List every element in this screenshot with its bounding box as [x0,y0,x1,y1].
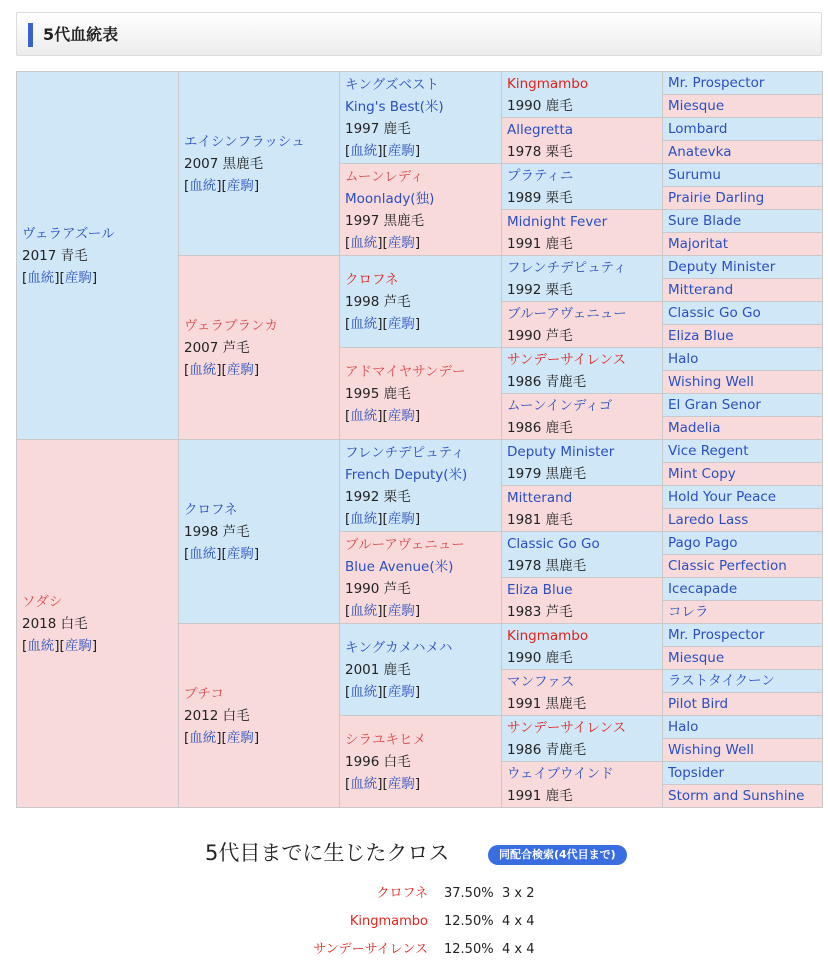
horse-name[interactable]: Icecapade [668,581,738,597]
horse-info: 1978 黒鹿毛 [507,557,587,574]
horse-name[interactable]: キングズベスト [345,76,439,93]
gen5-cell [663,578,823,601]
gen4-cell [502,164,663,210]
bloodline-link[interactable]: 血統 [27,269,55,286]
bloodline-link[interactable]: 血統 [189,177,217,194]
horse-name[interactable]: マンファス [507,673,575,690]
horse-info: 1998 芦毛 [184,523,250,540]
pedigree-row [17,72,823,95]
gen5-cell [663,555,823,578]
horse-name[interactable]: Storm and Sunshine [668,788,805,804]
header-accent-bar [28,23,33,47]
gen5-cell [663,624,823,647]
offspring-link[interactable]: 産駒 [387,142,415,159]
bloodline-link[interactable]: 血統 [350,142,378,159]
gen2-cell [179,72,340,256]
gen5-cell [663,647,823,670]
horse-name[interactable]: Topsider [668,765,724,781]
horse-name[interactable]: Surumu [668,167,721,183]
cross-row [0,883,828,905]
offspring-link[interactable]: 産駒 [226,545,254,562]
horse-name[interactable]: アドマイヤサンデー [345,363,466,380]
pedigree-links: [血統][産駒] [345,510,421,527]
horse-info: 1990 鹿毛 [507,97,573,114]
bloodline-link[interactable]: 血統 [350,407,378,424]
gen5-cell [663,670,823,693]
bloodline-link[interactable]: 血統 [350,234,378,251]
horse-info: 2012 白毛 [184,707,250,724]
pedigree-links: [血統][産駒] [345,407,421,424]
pedigree-links: [血統][産駒] [345,602,421,619]
pedigree-links: [血統][産駒] [184,545,260,562]
horse-name[interactable]: サンデーサイレンス [507,719,627,736]
horse-info: 2017 青毛 [22,247,88,264]
bloodline-link[interactable]: 血統 [189,361,217,378]
section-header [16,12,822,56]
horse-name[interactable]: Mitterand [507,489,573,506]
gen4-cell [502,256,663,302]
cross-horse-name[interactable]: クロフネ [376,886,428,901]
gen4-cell [502,210,663,256]
horse-info: 1981 鹿毛 [507,511,573,528]
horse-name[interactable]: Prairie Darling [668,190,765,206]
gen3-cell [340,72,502,164]
horse-name[interactable]: Classic Go Go [668,305,761,321]
horse-name[interactable]: Halo [668,351,699,367]
bloodline-link[interactable]: 血統 [27,637,55,654]
gen5-cell [663,187,823,210]
horse-name[interactable]: エイシンフラッシュ [184,133,305,150]
horse-name[interactable]: Classic Perfection [668,558,787,574]
offspring-link[interactable]: 産駒 [387,602,415,619]
horse-name[interactable]: Lombard [668,121,728,137]
horse-name[interactable]: Miesque [668,98,725,114]
gen3-cell [340,624,502,716]
gen5-cell [663,233,823,256]
horse-origin-name[interactable]: King's Best(米) [345,98,444,115]
horse-info: 2018 白毛 [22,615,88,632]
horse-name[interactable]: Classic Go Go [507,535,600,552]
gen5-cell [663,279,823,302]
pedigree-links: [血統][産駒] [345,775,421,792]
gen3-cell [340,716,502,808]
cross-row [0,939,828,961]
horse-name[interactable]: プラティニ [507,167,574,184]
horse-name[interactable]: キングカメハメハ [345,639,453,656]
horse-name[interactable]: Deputy Minister [507,443,615,460]
horse-name[interactable]: Mint Copy [668,466,736,482]
horse-name[interactable]: Sure Blade [668,213,742,229]
gen4-cell [502,72,663,118]
horse-info: 1997 黒鹿毛 [345,212,425,229]
offspring-link[interactable]: 産駒 [387,775,415,792]
offspring-link[interactable]: 産駒 [64,269,92,286]
horse-info: 1989 栗毛 [507,189,573,206]
horse-info: 1990 芦毛 [507,327,573,344]
pedigree-links: [血統][産駒] [184,361,260,378]
horse-info: 2007 芦毛 [184,339,250,356]
offspring-link[interactable]: 産駒 [387,315,415,332]
offspring-link[interactable]: 産駒 [226,729,254,746]
gen1-cell [17,440,179,808]
gen5-cell [663,440,823,463]
cross-percent: 12.50% [444,942,494,957]
horse-name[interactable]: ヴェラブランカ [184,317,278,334]
gen3-cell [340,164,502,256]
horse-info: 1986 青鹿毛 [507,373,587,390]
horse-name[interactable]: コレラ [668,604,709,620]
horse-info: 1997 鹿毛 [345,120,411,137]
horse-name[interactable]: Eliza Blue [507,581,573,598]
gen5-cell [663,72,823,95]
gen3-cell [340,440,502,532]
horse-info: 1983 芦毛 [507,603,573,620]
horse-name[interactable]: Anatevka [668,144,732,160]
cross-percent: 37.50% [444,886,494,901]
gen5-cell [663,394,823,417]
horse-info: 1992 栗毛 [345,488,411,505]
gen4-cell [502,670,663,716]
bloodline-link[interactable]: 血統 [350,683,378,700]
gen5-cell [663,95,823,118]
horse-info: 1991 鹿毛 [507,787,573,804]
gen5-cell [663,417,823,440]
horse-info: 1998 芦毛 [345,293,411,310]
cross-row [0,911,828,933]
gen5-cell [663,302,823,325]
horse-name[interactable]: ウェイブウインド [507,765,614,782]
cross-generation: 4 x 4 [502,914,535,929]
gen5-cell [663,601,823,624]
offspring-link[interactable]: 産駒 [387,234,415,251]
gen5-cell [663,693,823,716]
gen3-cell [340,348,502,440]
horse-name[interactable]: Midnight Fever [507,213,608,230]
horse-info: 1991 鹿毛 [507,235,573,252]
gen4-cell [502,440,663,486]
gen4-cell [502,716,663,762]
gen5-cell [663,785,823,808]
gen5-cell [663,348,823,371]
gen4-cell [502,578,663,624]
gen3-cell [340,256,502,348]
horse-name[interactable]: ラストタイクーン [668,673,775,689]
cross-title: 5代目までに生じたクロス [205,841,450,865]
cross-percent: 12.50% [444,914,494,929]
offspring-link[interactable]: 産駒 [226,361,254,378]
gen4-cell [502,762,663,808]
pedigree-links: [血統][産駒] [345,683,421,700]
gen2-cell [179,440,340,624]
gen4-cell [502,486,663,532]
horse-origin-name[interactable]: French Deputy(米) [345,466,468,483]
horse-name[interactable]: ブルーアヴェニュー [507,305,627,322]
horse-name[interactable]: Hold Your Peace [668,489,777,505]
offspring-link[interactable]: 産駒 [226,177,254,194]
bloodline-link[interactable]: 血統 [350,602,378,619]
gen5-cell [663,739,823,762]
horse-name[interactable]: ソダシ [22,593,63,610]
pedigree-links: [血統][産駒] [22,269,98,286]
horse-name[interactable]: Laredo Lass [668,512,749,528]
gen5-cell [663,118,823,141]
horse-name[interactable]: Pilot Bird [668,696,729,712]
horse-origin-name[interactable]: Blue Avenue(米) [345,558,454,575]
gen4-cell [502,348,663,394]
gen4-cell [502,394,663,440]
pedigree-row [17,440,823,463]
section-title: 5代血統表 [43,25,119,44]
horse-name[interactable]: ブチコ [184,685,224,702]
horse-name[interactable]: Wishing Well [668,374,754,390]
offspring-link[interactable]: 産駒 [64,637,92,654]
gen5-cell [663,141,823,164]
horse-info: 1990 鹿毛 [507,649,573,666]
horse-info: 1996 白毛 [345,753,411,770]
pedigree-links: [血統][産駒] [184,729,260,746]
pedigree-table [16,71,823,808]
horse-name[interactable]: Eliza Blue [668,328,734,344]
horse-info: 1991 黒鹿毛 [507,695,587,712]
horse-name[interactable]: Majoritat [668,236,729,252]
horse-info: 1986 鹿毛 [507,419,573,436]
horse-info: 1990 芦毛 [345,580,411,597]
bloodline-link[interactable]: 血統 [189,729,217,746]
gen4-cell [502,302,663,348]
horse-name[interactable]: Mr. Prospector [668,627,765,643]
horse-info: 1995 鹿毛 [345,385,411,402]
gen2-cell [179,624,340,808]
horse-info: 1978 栗毛 [507,143,573,160]
gen1-cell [17,72,179,440]
horse-name[interactable]: Vice Regent [668,443,749,459]
horse-name[interactable]: フレンチデピュティ [507,259,627,276]
horse-name[interactable]: El Gran Senor [668,397,761,413]
horse-name[interactable]: フレンチデピュティ [345,444,465,461]
horse-name[interactable]: ムーンインディゴ [507,397,613,414]
gen5-cell [663,716,823,739]
horse-info: 1992 栗毛 [507,281,573,298]
horse-info: 2007 黒鹿毛 [184,155,264,172]
gen5-cell [663,164,823,187]
horse-name[interactable]: Allegretta [507,121,574,138]
horse-name[interactable]: Deputy Minister [668,259,776,275]
offspring-link[interactable]: 産駒 [387,683,415,700]
cross-generation: 3 x 2 [502,886,535,901]
offspring-link[interactable]: 産駒 [387,510,415,527]
bloodline-link[interactable]: 血統 [189,545,217,562]
gen4-cell [502,118,663,164]
horse-name[interactable]: クロフネ [184,501,238,518]
gen4-cell [502,532,663,578]
pedigree-links: [血統][産駒] [345,234,421,251]
horse-name[interactable]: サンデーサイレンス [507,351,627,368]
pedigree-links: [血統][産駒] [345,315,421,332]
gen5-cell [663,762,823,785]
gen5-cell [663,509,823,532]
horse-name[interactable]: クロフネ [345,271,399,288]
gen5-cell [663,210,823,233]
cross-horse-name[interactable]: Kingmambo [349,914,428,929]
gen3-cell [340,532,502,624]
pedigree-links: [血統][産駒] [345,142,421,159]
gen5-cell [663,463,823,486]
horse-name[interactable]: Kingmambo [507,627,589,644]
gen5-cell [663,486,823,509]
gen4-cell [502,624,663,670]
gen5-cell [663,532,823,555]
offspring-link[interactable]: 産駒 [387,407,415,424]
gen5-cell [663,371,823,394]
horse-name[interactable]: Halo [668,719,699,735]
gen2-cell [179,256,340,440]
horse-info: 2001 鹿毛 [345,661,411,678]
gen5-cell [663,325,823,348]
cross-generation: 4 x 4 [502,942,535,957]
bloodline-link[interactable]: 血統 [350,510,378,527]
horse-name[interactable]: Miesque [668,650,725,666]
gen5-cell [663,256,823,279]
horse-name[interactable]: Mr. Prospector [668,75,765,91]
cross-horse-name[interactable]: サンデーサイレンス [313,942,428,957]
horse-name[interactable]: ムーンレディ [345,168,424,185]
pedigree-links: [血統][産駒] [184,177,260,194]
horse-name[interactable]: ブルーアヴェニュー [345,536,465,553]
same-mating-search-button[interactable]: 同配合検索(4代目まで) [488,845,627,865]
pedigree-links: [血統][産駒] [22,637,98,654]
horse-name[interactable]: Kingmambo [507,75,589,92]
horse-name[interactable]: Wishing Well [668,742,754,758]
horse-info: 1979 黒鹿毛 [507,465,587,482]
horse-origin-name[interactable]: Moonlady(独) [345,190,435,207]
horse-name[interactable]: Madelia [668,420,721,436]
horse-name[interactable]: ヴェラアズール [22,225,115,242]
bloodline-link[interactable]: 血統 [350,315,378,332]
bloodline-link[interactable]: 血統 [350,775,378,792]
horse-info: 1986 青鹿毛 [507,741,587,758]
horse-name[interactable]: Pago Pago [668,535,738,551]
horse-name[interactable]: シラユキヒメ [345,731,426,748]
horse-name[interactable]: Mitterand [668,282,734,298]
